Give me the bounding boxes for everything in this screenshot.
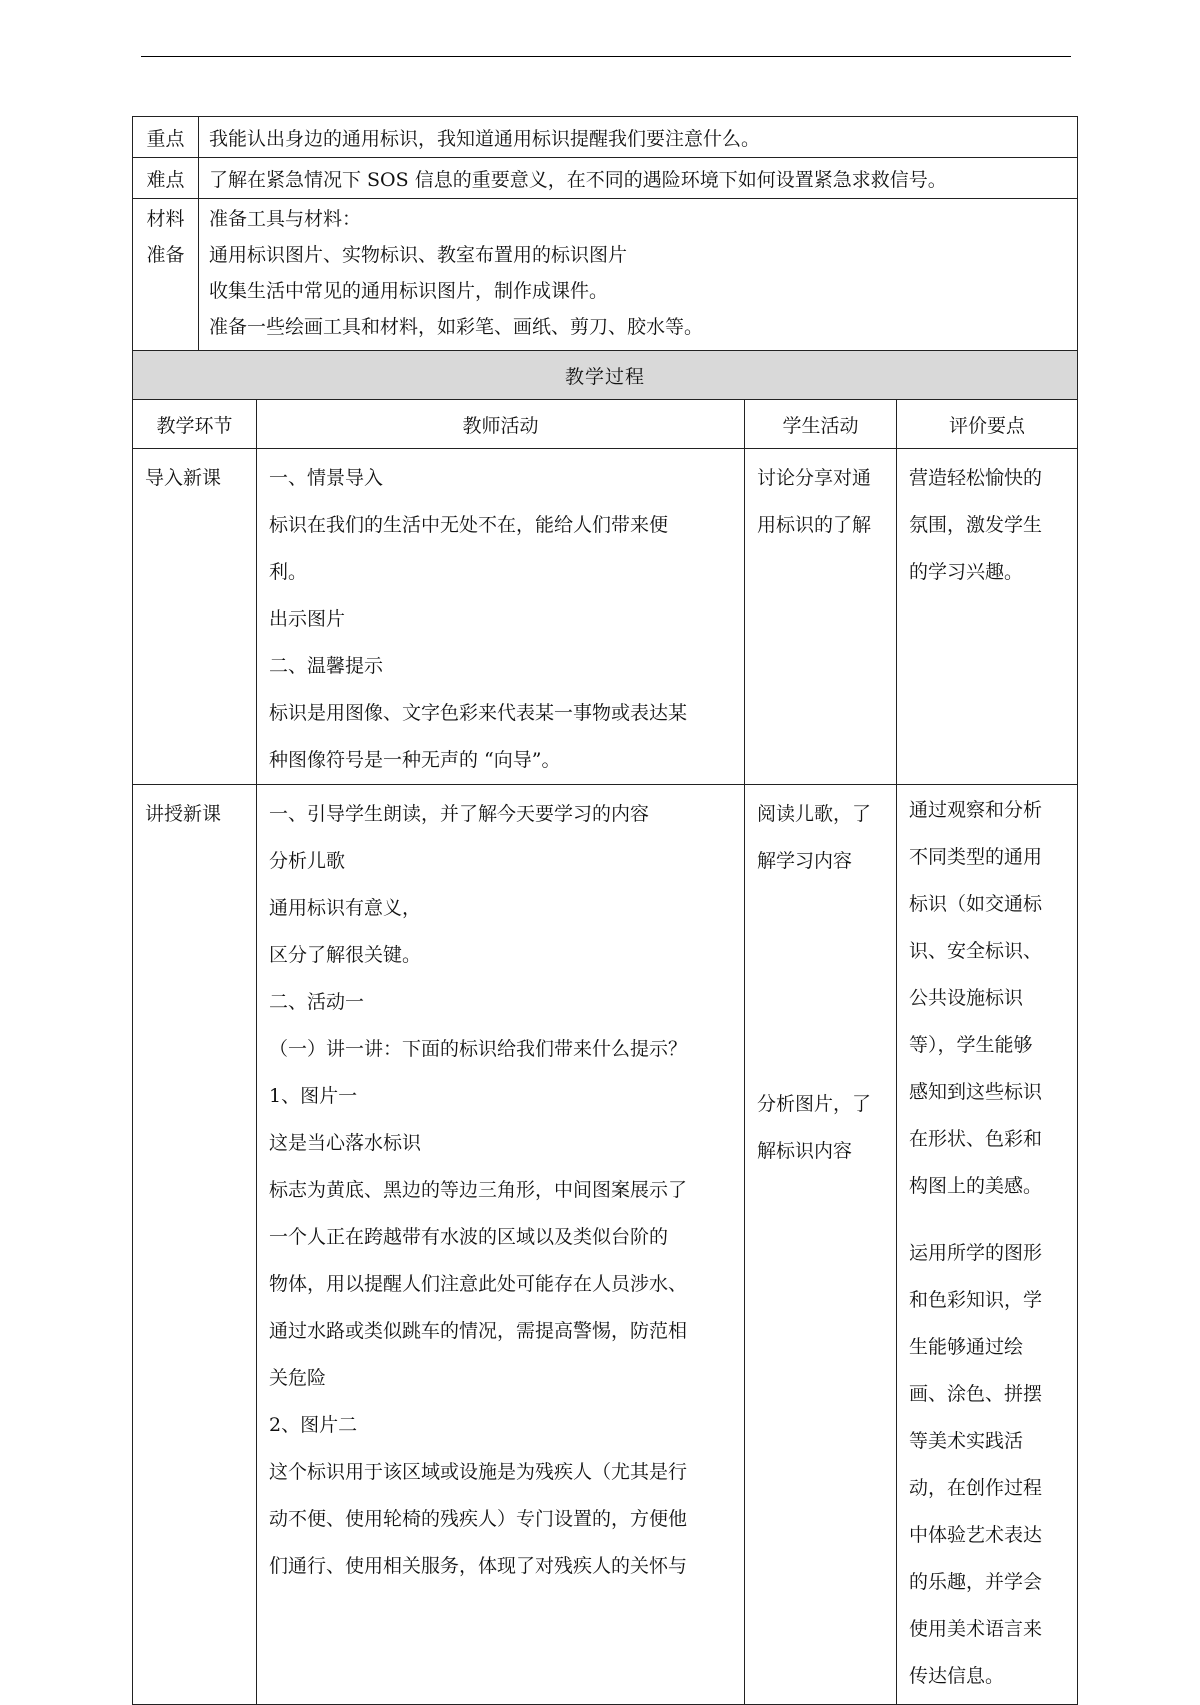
student-spacer [757,885,890,1081]
process-banner [133,351,1078,400]
process-title: 教学过程 [133,351,1078,400]
lecture-teacher: 一、引导学生朗读，并了解今天要学习的内容 分析儿歌 通用标识有意义， 区分了解很关键。 二、活动一 （一）讲一讲：下面的标识给我们带来什么提示？ 1、图片一 这是当心落水标识 标志为黄底、黑边的等边三角形，中间图案展示了 一个人正在跨越带有水波的区域以及类似台阶的 物体，用以提醒人们注意此处可能存在人员涉水、 通过水路或类似跳车的情况，需提高警惕，防范相 关危险 2、图片二 这个标识用于该区域或设施是为残疾人（尤其是行 动不便、使用轮椅的残疾人）专门设置的，方便他 们通行、使用相关服务，体现了对残疾人的关怀与 [257,785,745,1705]
lecture-student: 阅读儿歌，了 解学习内容 分析图片，了 解标识内容 [745,785,897,1705]
header-rule [141,56,1071,57]
key-point-label: 重点 [133,117,199,158]
header-stage: 教学环节 [133,400,257,449]
evaluation-spacer [909,1214,1071,1234]
lecture-stage: 讲授新课 [133,785,257,1705]
lecture-row [133,785,1078,1705]
header-teacher: 教师活动 [257,400,745,449]
materials-label: 材料 准备 [133,199,199,356]
materials-text: 准备工具与材料： 通用标识图片、实物标识、教室布置用的标识图片 收集生活中常见的通用标识图片，制作成课件。 准备一些绘画工具和材料，如彩笔、画纸、剪刀、胶水等。 [199,199,1078,356]
difficulty-row [133,158,1078,199]
difficulty-text: 了解在紧急情况下 SOS 信息的重要意义，在不同的遇险环境下如何设置紧急求救信号。 [199,158,1078,199]
key-point-row [133,117,1078,158]
intro-stage: 导入新课 [133,449,257,785]
header-student: 学生活动 [745,400,897,449]
intro-student: 讨论分享对通 用标识的了解 [745,449,897,785]
intro-row [133,449,1078,785]
column-headers [133,400,1078,449]
intro-evaluation: 营造轻松愉快的 氛围，激发学生 的学习兴趣。 [897,449,1078,785]
intro-teacher: 一、情景导入 标识在我们的生活中无处不在，能给人们带来便 利。 出示图片 二、温馨提示 标识是用图像、文字色彩来代表某一事物或表达某 种图像符号是一种无声的 “向导”。 [257,449,745,785]
materials-row [133,199,1078,356]
key-point-text: 我能认出身边的通用标识，我知道通用标识提醒我们要注意什么。 [199,117,1078,158]
header-evaluation: 评价要点 [897,400,1078,449]
teaching-process-table [132,350,1078,1705]
difficulty-label: 难点 [133,158,199,199]
lecture-evaluation: 通过观察和分析 不同类型的通用 标识（如交通标 识、安全标识、 公共设施标识 等），学生能够 感知到这些标识 在形状、色彩和 构图上的美感。 运用所学的图形 和色彩知识，学 生能够通过绘 画、涂色、拼摆 等美术实践活 动，在创作过程 中体验艺术表达 的乐趣，并学会 使用美术语言来 传达信息。 [897,785,1078,1705]
lesson-info-table [132,116,1078,356]
